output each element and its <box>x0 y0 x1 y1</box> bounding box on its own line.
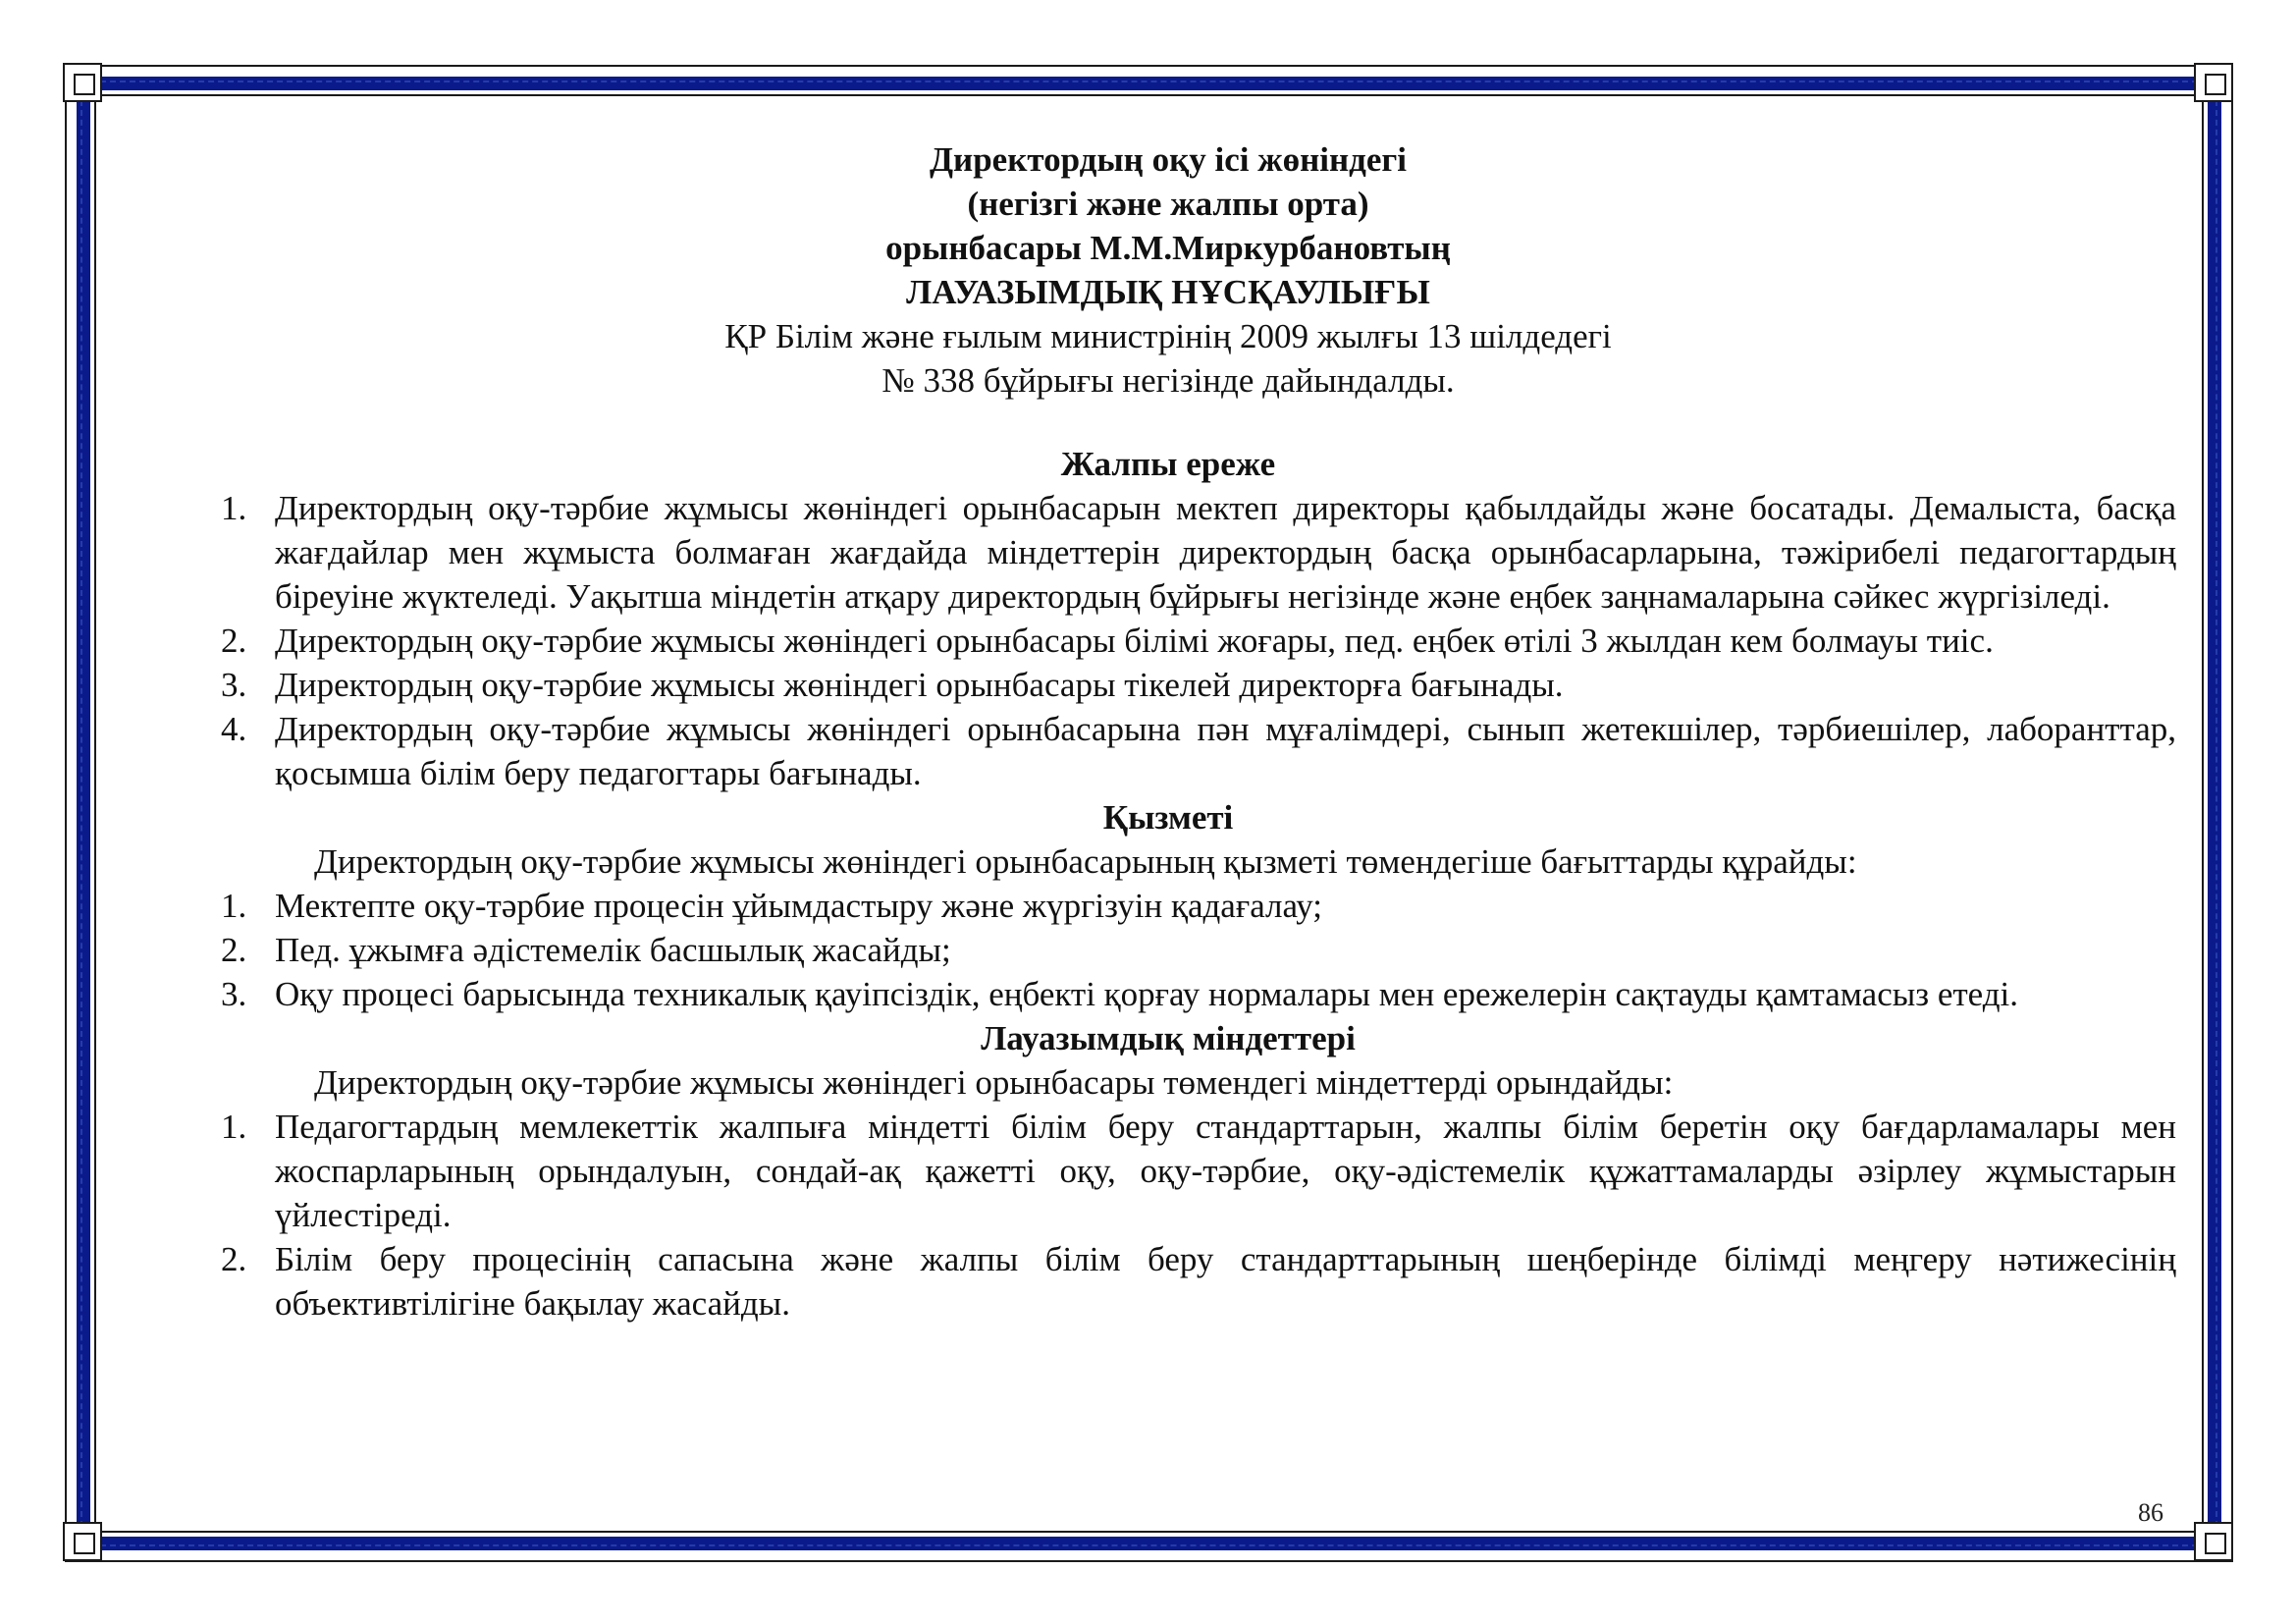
section-intro-duties: Директордың оқу-тәрбие жұмысы жөніндегі орынбасары төмендегі міндеттерді орындайды: <box>314 1063 1674 1102</box>
order-reference-line-2: № 338 бұйрығы негізінде дайындалды. <box>881 361 1455 400</box>
list-item-text: Директордың оқу-тәрбие жұмысы жөніндегі орынбасарын мектеп директоры қабылдайды және босатады. Демалыста, басқа жағдайлар мен жұмыста болмаған жағдайда міндеттерін директордың басқа орынбасарларына, тәжірибелі педагогтардың біреуіне жүктеледі. Уақытша міндетін атқару директордың бұйрығы негізінде және еңбек заңнамаларына сәйкес жүргізіледі. <box>275 489 2176 616</box>
list-item <box>157 486 2179 619</box>
list-item-number: 3. <box>221 666 247 704</box>
list-item-text: Директордың оқу-тәрбие жұмысы жөніндегі орынбасары білімі жоғары, пед. еңбек өтілі 3 жылдан кем болмауы тиіс. <box>275 622 1994 660</box>
general-list <box>157 486 2179 795</box>
list-item <box>157 707 2179 795</box>
section-intro-service: Директордың оқу-тәрбие жұмысы жөніндегі орынбасарының қызметі төмендегіше бағыттарды құрайды: <box>314 842 1857 881</box>
list-item-number: 3. <box>221 975 247 1013</box>
list-item-number: 2. <box>221 1240 247 1278</box>
service-list <box>157 884 2179 1016</box>
section-title-general: Жалпы ереже <box>1060 445 1276 483</box>
list-item-text: Директордың оқу-тәрбие жұмысы жөніндегі орынбасарына пән мұғалімдері, сынып жетекшілер, тәрбиешілер, лаборанттар, қосымша білім беру педагогтары бағынады. <box>275 710 2176 792</box>
list-item-text: Педагогтардың мемлекеттік жалпыға міндетті білім беру стандарттарын, жалпы білім беретін оқу бағдарламалары мен жоспарларының орындалуын, сондай-ақ қажетті оқу, оқу-тәрбие, оқу-әдістемелік құжаттамаларды әзірлеу жұмыстарын үйлестіреді. <box>275 1108 2176 1234</box>
list-item-text: Пед. ұжымға әдістемелік басшылық жасайды; <box>275 931 951 969</box>
list-item <box>157 928 2179 972</box>
list-item-number: 4. <box>221 710 247 748</box>
list-item-text: Мектепте оқу-тәрбие процесін ұйымдастыру және жүргізуін қадағалау; <box>275 887 1323 925</box>
section-title-duties: Лауазымдық міндеттері <box>981 1019 1356 1057</box>
header-line-1: Директордың оқу ісі жөніндегі <box>929 140 1408 179</box>
page-number: 86 <box>2138 1498 2163 1527</box>
section-title-service: Қызметі <box>1102 798 1234 837</box>
header-line-3: орынбасары М.М.Миркурбановтың <box>885 229 1451 267</box>
list-item-text: Оқу процесі барысында техникалық қауіпсіздік, еңбекті қорғау нормалары мен ережелерін сақтауды қамтамасыз етеді. <box>275 975 2019 1013</box>
document-title: ЛАУАЗЫМДЫҚ НҰСҚАУЛЫҒЫ <box>906 273 1430 311</box>
list-item <box>157 1105 2179 1237</box>
header-line-2: (негізгі және жалпы орта) <box>967 185 1369 223</box>
frame-corner-ornament <box>63 63 102 102</box>
document-body <box>157 137 2179 1326</box>
list-item-text: Білім беру процесінің сапасына және жалпы білім беру стандарттарының шеңберінде білімді меңгеру нәтижесінің объективтілігіне бақылау жасайды. <box>275 1240 2176 1323</box>
list-item-number: 2. <box>221 622 247 660</box>
frame-corner-ornament <box>63 1522 102 1561</box>
list-item-number: 1. <box>221 489 247 527</box>
frame-corner-ornament <box>2194 1522 2233 1561</box>
list-item <box>157 972 2179 1016</box>
list-item-number: 1. <box>221 1108 247 1146</box>
list-item-text: Директордың оқу-тәрбие жұмысы жөніндегі орынбасары тікелей директорға бағынады. <box>275 666 1564 704</box>
duties-list <box>157 1105 2179 1326</box>
list-item-number: 1. <box>221 887 247 925</box>
list-item-number: 2. <box>221 931 247 969</box>
list-item <box>157 663 2179 707</box>
list-item <box>157 619 2179 663</box>
frame-corner-ornament <box>2194 63 2233 102</box>
list-item <box>157 1237 2179 1326</box>
order-reference-line-1: ҚР Білім және ғылым министрінің 2009 жылғы 13 шілдедегі <box>724 317 1612 355</box>
list-item <box>157 884 2179 928</box>
